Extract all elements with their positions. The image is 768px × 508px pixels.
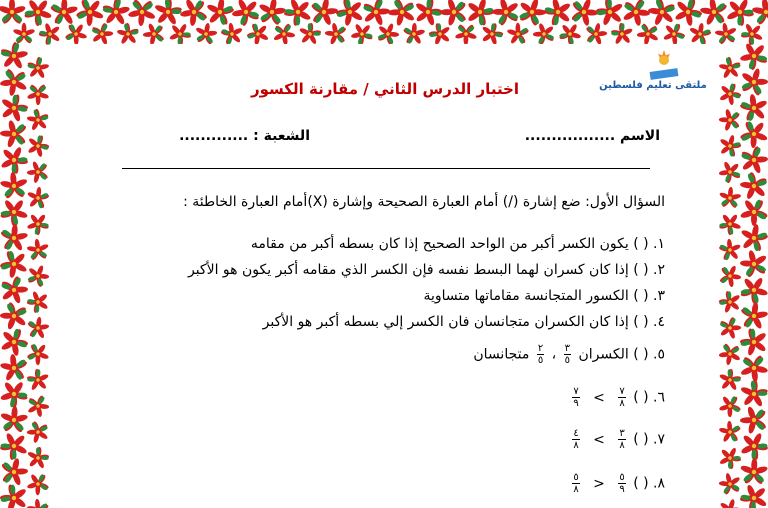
poinsettia-icon — [0, 299, 32, 334]
poinsettia-icon — [0, 221, 31, 255]
comparison-sign: > — [593, 389, 605, 406]
poinsettia-icon — [716, 314, 745, 342]
poinsettia-icon — [358, 0, 395, 30]
poinsettia-icon — [24, 261, 53, 290]
list-item — [180, 314, 665, 330]
comparison-sign: > — [593, 431, 605, 448]
poinsettia-icon — [714, 365, 745, 396]
item-number: ٥. — [653, 346, 665, 363]
poinsettia-icon — [13, 23, 36, 45]
answer-box[interactable]: ( ) — [633, 475, 649, 492]
fraction: $\frac{٣}{٨}$ — [619, 428, 625, 451]
fraction: $\frac{٣}{٥}$ — [564, 343, 570, 366]
item-number: ٢. — [653, 262, 665, 278]
poinsettia-icon — [23, 365, 54, 396]
poinsettia-icon — [713, 21, 739, 46]
poinsettia-icon — [718, 108, 740, 132]
poinsettia-icon — [193, 21, 220, 47]
poinsettia-icon — [716, 470, 743, 497]
poinsettia-icon — [0, 38, 33, 76]
fraction: $\frac{٧}{٩}$ — [573, 386, 579, 409]
list-item — [180, 472, 665, 495]
poinsettia-icon — [324, 21, 348, 46]
fraction: $\frac{٢}{٥}$ — [537, 343, 544, 366]
poinsettia-icon — [739, 300, 768, 333]
poinsettia-icon — [715, 208, 746, 239]
answer-box[interactable]: ( ) — [633, 314, 649, 330]
poinsettia-icon — [739, 458, 768, 486]
poinsettia-icon — [735, 168, 768, 205]
fraction: $\frac{٤}{٨}$ — [573, 428, 579, 451]
poinsettia-icon — [718, 186, 743, 210]
item-text: يكون الكسر أكبر من الواحد الصحيح إذا كان بسطه أكبر من مقامه — [250, 236, 629, 252]
list-item — [180, 262, 665, 278]
answer-box[interactable]: ( ) — [633, 431, 649, 448]
poinsettia-icon — [0, 351, 30, 384]
poinsettia-icon — [0, 66, 30, 98]
poinsettia-icon — [718, 263, 743, 289]
poinsettia-icon — [716, 392, 743, 420]
poinsettia-icon — [142, 22, 166, 47]
poinsettia-icon — [0, 457, 29, 487]
poinsettia-icon — [714, 442, 745, 473]
poinsettia-icon — [539, 0, 577, 31]
item-number: ٤. — [653, 314, 665, 330]
poinsettia-icon — [331, 0, 369, 31]
poinsettia-icon — [619, 0, 652, 29]
item-number: ١. — [653, 236, 665, 252]
answer-box[interactable]: ( ) — [633, 236, 649, 252]
question-prompt: السؤال الأول: ضع إشارة (/) أمام العبارة الصحيحة وإشارة (X)أمام العبارة الخاطئة : — [183, 194, 665, 210]
poinsettia-icon — [26, 315, 51, 341]
fraction: $\frac{٥}{٨}$ — [573, 472, 579, 495]
list-item — [180, 288, 665, 304]
poinsettia-icon — [47, 0, 81, 29]
fraction: $\frac{٧}{٨}$ — [619, 386, 625, 409]
poinsettia-icon — [25, 393, 52, 419]
poinsettia-icon — [716, 496, 744, 508]
list-item — [180, 428, 665, 451]
section-field[interactable]: الشعبة : ............. — [179, 128, 310, 144]
poinsettia-icon — [585, 22, 608, 46]
item-text: الكسران — [578, 346, 629, 363]
item-number: ٧. — [653, 431, 665, 448]
poinsettia-icon — [23, 53, 54, 83]
poinsettia-icon — [714, 130, 745, 161]
poinsettia-icon — [715, 53, 746, 83]
poinsettia-icon — [26, 83, 49, 105]
answer-box[interactable]: ( ) — [633, 389, 649, 406]
poinsettia-icon — [25, 237, 50, 261]
poinsettia-icon — [0, 89, 33, 128]
poinsettia-icon — [178, 0, 210, 29]
poinsettia-icon — [0, 0, 26, 25]
item-number: ٦. — [653, 389, 665, 406]
poinsettia-icon — [717, 342, 744, 368]
poinsettia-icon — [736, 194, 768, 229]
divider — [122, 168, 650, 169]
item-number: ٨. — [653, 475, 665, 492]
poinsettia-icon — [454, 23, 477, 45]
poinsettia-icon — [23, 286, 54, 317]
poinsettia-icon — [256, 0, 289, 27]
poinsettia-icon — [740, 405, 768, 434]
answer-box[interactable]: ( ) — [633, 288, 649, 304]
list-item — [180, 236, 665, 252]
poinsettia-icon — [24, 419, 52, 446]
answer-box[interactable]: ( ) — [633, 262, 649, 278]
poinsettia-icon — [24, 340, 52, 369]
name-field[interactable]: الاسم ................. — [524, 128, 660, 144]
poinsettia-icon — [26, 160, 49, 184]
poinsettia-icon — [23, 183, 52, 213]
poinsettia-icon — [127, 0, 158, 27]
comparison-sign: < — [593, 475, 605, 492]
poinsettia-icon — [309, 0, 339, 28]
item-text: إذا كان الكسران متجانسان فان الكسر إلي بسطه أكبر هو الأكبر — [262, 314, 629, 330]
poinsettia-icon — [737, 116, 768, 152]
poinsettia-icon — [0, 405, 29, 434]
poinsettia-icon — [440, 0, 468, 26]
poinsettia-icon — [25, 496, 51, 508]
list-item — [180, 386, 665, 409]
page-title: اختبار الدرس الثاني / مقارنة الكسور — [250, 80, 520, 98]
poinsettia-icon — [715, 79, 745, 109]
item-text: متجانسان — [473, 346, 530, 363]
poinsettia-icon — [715, 157, 745, 186]
list-item: ٥. ( ) الكسران $\frac{٣}{٥}$ ، $\frac{٢}{٥}$ متجانسان — [473, 343, 665, 366]
item-text: الكسور المتجانسة مقاماتها متساوية — [423, 288, 629, 304]
logo-text: ملتقى تعليم فلسطين — [599, 80, 707, 91]
poinsettia-icon — [24, 470, 51, 498]
poinsettia-icon — [22, 131, 53, 162]
poinsettia-icon — [0, 323, 32, 361]
poinsettia-icon — [737, 247, 768, 280]
answer-box[interactable]: ( ) — [633, 346, 649, 363]
item-number: ٣. — [653, 288, 665, 304]
poinsettia-icon — [735, 478, 768, 508]
poinsettia-icon — [0, 171, 29, 200]
poinsettia-icon — [738, 353, 768, 383]
poinsettia-icon — [716, 235, 745, 264]
poinsettia-icon — [22, 443, 53, 474]
poinsettia-icon — [570, 0, 599, 27]
poinsettia-icon — [716, 418, 743, 445]
poinsettia-icon — [0, 119, 28, 149]
item-text: إذا كان كسران لهما البسط نفسه فإن الكسر الذي مقامه أكبر يكون هو الأكبر — [187, 262, 629, 278]
fraction: $\frac{٥}{٩}$ — [619, 472, 625, 495]
